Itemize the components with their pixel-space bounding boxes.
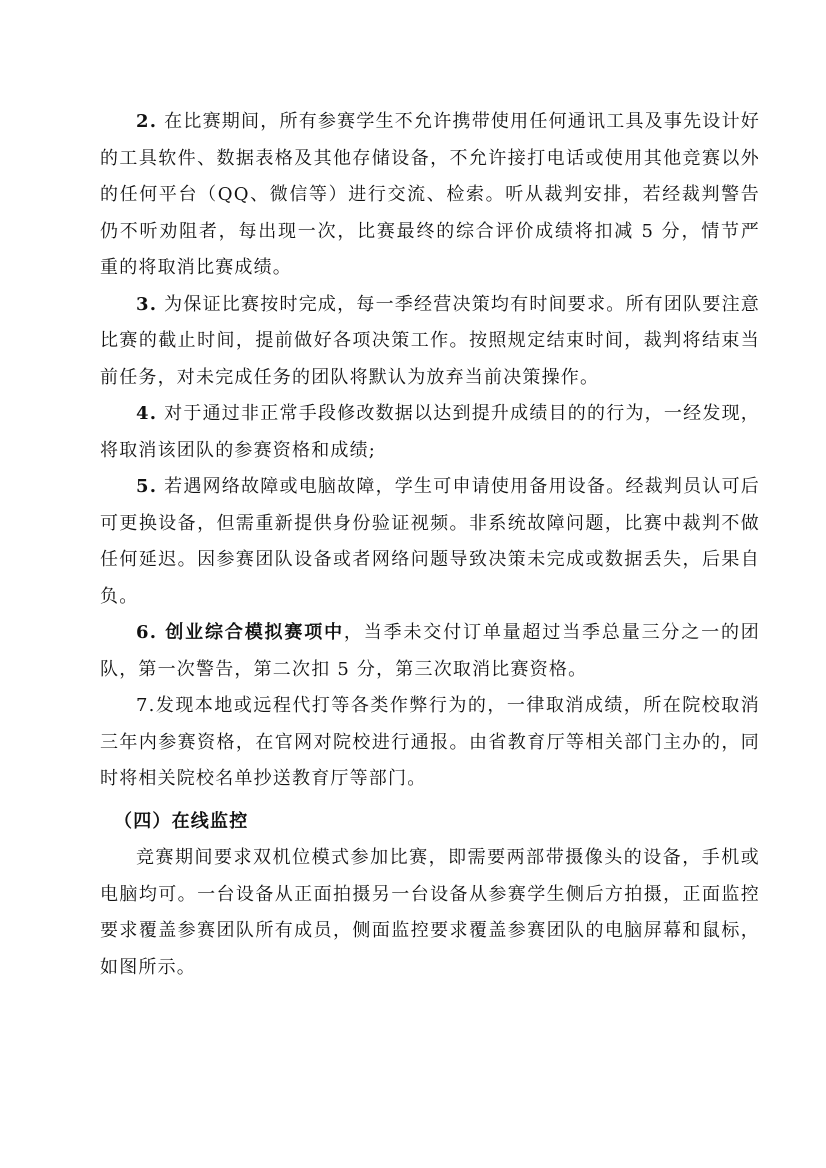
rule-paragraph-3 (100, 287, 760, 397)
rule-number: 5. (136, 476, 158, 497)
rule-number: 2. (136, 111, 158, 132)
rule-number: 3. (136, 293, 158, 315)
rule-text: 若遇网络故障或电脑故障，学生可申请使用备用设备。经裁判员认可后可更换设备，但需重新提供身份验证视频。非系统故障问题，比赛中裁判不做任何延迟。因参赛团队设备或者网络问题导致决策未完成或数据丢失，后果自负。 (100, 476, 760, 607)
rule-paragraph-2 (100, 104, 760, 287)
rule-number: 7. (136, 695, 156, 716)
rule-text: 在比赛期间，所有参赛学生不允许携带使用任何通讯工具及事先设计好的工具软件、数据表格及其他存储设备，不允许接打电话或使用其他竞赛以外的任何平台（QQ、微信等）进行交流、检索。听从裁判安排，若经裁判警告仍不听劝阻者，每出现一次，比赛最终的综合评价成绩将扣减 5 分，情节严重的将取消比赛成绩。 (100, 111, 760, 278)
rule-text: 发现本地或远程代打等各类作弊行为的，一律取消成绩，所在院校取消三年内参赛资格，在官网对院校进行通报。由省教育厅等相关部门主办的，同时将相关院校名单抄送教育厅等部门。 (100, 695, 760, 789)
rule-paragraph-6 (100, 615, 760, 688)
rule-text: 对于通过非正常手段修改数据以达到提升成绩目的的行为，一经发现，将取消该团队的参赛资格和成绩; (100, 403, 760, 461)
rule-paragraph-5 (100, 469, 760, 615)
rule-number: 6. (136, 622, 158, 643)
section-heading: （四）在线监控 (114, 810, 249, 832)
rule-text: ，当季未交付订单量超过当季总量三分之一的团队，第一次警告，第二次扣 5 分，第三次取消比赛资格。 (100, 622, 761, 680)
rule-bold-text: 创业综合模拟赛项中 (157, 622, 344, 643)
rule-paragraph-4 (100, 396, 760, 469)
rule-text: 为保证比赛按时完成，每一季经营决策均有时间要求。所有团队要注意比赛的截止时间，提前做好各项决策工作。按照规定结束时间，裁判将结束当前任务，对未完成任务的团队将默认为放弃当前决策操作。 (100, 293, 760, 388)
rule-paragraph-7 (100, 688, 760, 798)
rule-number: 4. (136, 403, 158, 424)
document-body (100, 104, 760, 986)
monitoring-paragraph: 竞赛期间要求双机位模式参加比赛，即需要两部带摄像头的设备，手机或电脑均可。一台设备从正面拍摄另一台设备从参赛学生侧后方拍摄，正面监控要求覆盖参赛团队所有成员，侧面监控要求覆盖参赛团队的电脑屏幕和鼠标，如图所示。 (100, 847, 760, 978)
